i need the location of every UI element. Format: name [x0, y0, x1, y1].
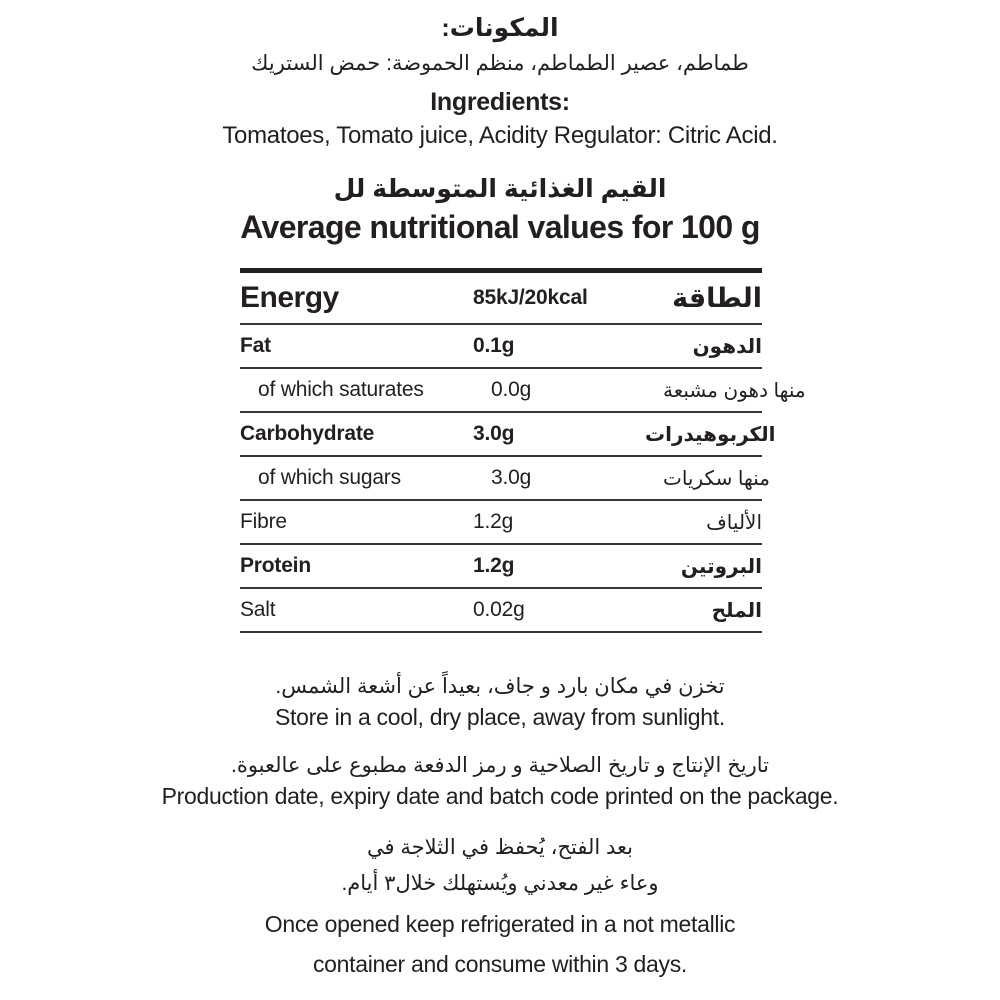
nutrient-name-ar: البروتين — [680, 555, 762, 578]
nutrient-name-en: Salt — [240, 598, 276, 621]
table-row — [240, 413, 776, 457]
nutrient-name-ar: منها دهون مشبعة — [663, 379, 806, 402]
table-row — [240, 457, 770, 501]
instruction-arabic-line: وعاء غير معدني ويُستهلك خلال٣ أيام. — [341, 872, 659, 895]
table-row — [240, 325, 762, 369]
nutrient-value: 0.1g — [473, 334, 515, 357]
nutrition-facts-table — [240, 268, 806, 633]
nutrient-name-en: Fat — [240, 334, 271, 357]
ingredients-arabic-body: طماطم، عصير الطماطم، منظم الحموضة: حمض الستريك — [251, 52, 749, 75]
nutrient-name-en: Carbohydrate — [240, 422, 375, 445]
nutrient-name-ar: الدهون — [692, 335, 762, 358]
instruction-group — [100, 672, 900, 733]
nutrient-name-ar: منها سكريات — [663, 467, 770, 490]
nutrition-heading-english: Average nutritional values for 100 g — [240, 209, 760, 245]
table-row — [240, 273, 762, 325]
table-row — [240, 369, 806, 413]
nutrient-value: 0.0g — [491, 378, 532, 401]
instruction-english-line: Store in a cool, dry place, away from sunlight. — [275, 704, 725, 730]
nutrient-name-en: Fibre — [240, 510, 287, 533]
nutrient-value: 85kJ/20kcal — [473, 286, 588, 309]
nutrition-heading-arabic: القيم الغذائية المتوسطة لل — [333, 175, 667, 203]
storage-instructions-block — [100, 672, 900, 982]
nutrient-value: 3.0g — [473, 422, 515, 445]
instruction-english-line: Production date, expiry date and batch code printed on the package. — [161, 783, 839, 809]
instruction-arabic-line: بعد الفتح، يُحفظ في الثلاجة في — [366, 836, 634, 859]
nutrient-name-en: Energy — [240, 281, 339, 314]
instruction-group — [100, 751, 900, 812]
ingredients-english-title: Ingredients: — [430, 88, 570, 116]
table-row — [240, 545, 762, 589]
nutrient-value: 0.02g — [473, 598, 525, 621]
nutrient-name-ar: الكربوهيدرات — [645, 423, 776, 446]
table-row — [240, 501, 762, 545]
ingredients-block — [120, 12, 880, 152]
nutrient-value: 1.2g — [473, 510, 514, 533]
nutrient-value: 3.0g — [491, 466, 532, 489]
instruction-english-line: container and consume within 3 days. — [312, 951, 688, 977]
instruction-arabic-line: تخزن في مكان بارد و جاف، بعيداً عن أشعة الشمس. — [275, 675, 725, 698]
ingredients-arabic-title: المكونات: — [441, 14, 559, 42]
table-row — [240, 589, 762, 633]
nutrient-name-en: of which saturates — [258, 378, 424, 401]
instruction-english-line: Once opened keep refrigerated in a not metallic — [264, 911, 736, 937]
nutrient-name-ar: الطاقة — [672, 282, 762, 313]
nutrition-heading-block — [120, 172, 880, 247]
instruction-arabic-line: تاريخ الإنتاج و تاريخ الصلاحية و رمز الدفعة مطبوع على عالعبوة. — [230, 754, 769, 777]
nutrient-name-ar: الملح — [711, 599, 762, 622]
nutrient-name-en: Protein — [240, 554, 311, 577]
nutrient-value: 1.2g — [473, 554, 515, 577]
ingredients-english-body: Tomatoes, Tomato juice, Acidity Regulator: Citric Acid. — [222, 122, 778, 149]
instruction-group — [100, 830, 900, 982]
nutrient-name-ar: الألياف — [706, 511, 762, 534]
nutrient-name-en: of which sugars — [258, 466, 401, 489]
